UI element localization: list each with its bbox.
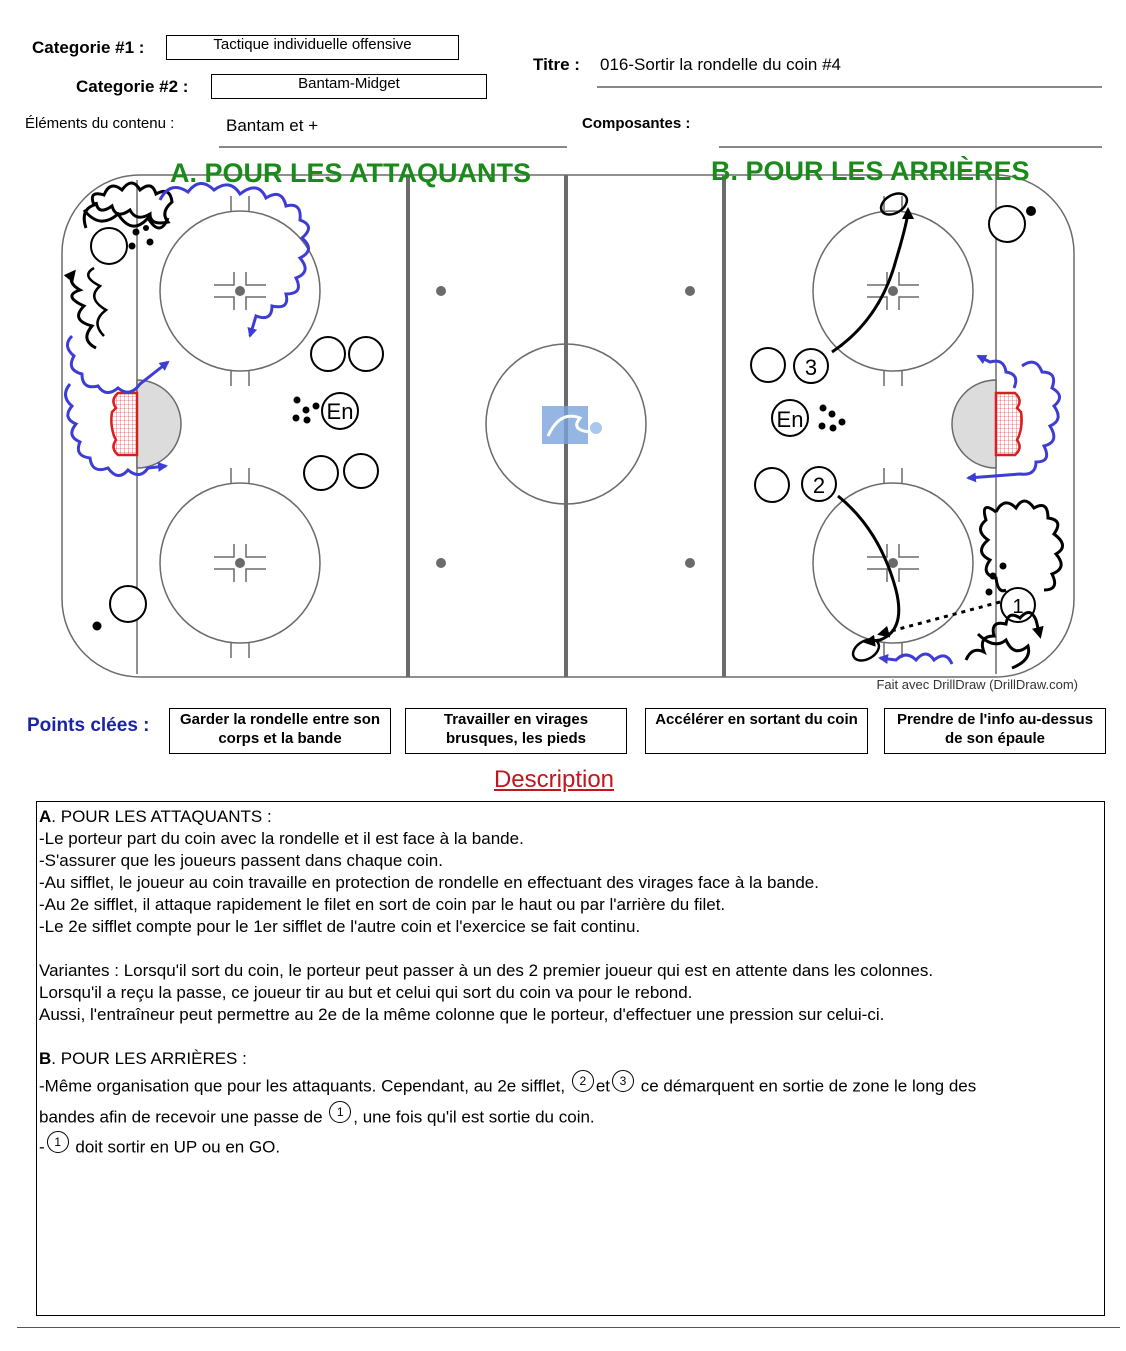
player-1-label: 1 xyxy=(1012,596,1024,618)
key-point-3: Accélérer en sortant du coin xyxy=(645,708,868,754)
desc-line: Aussi, l'entraîneur peut permettre au 2e de la même colonne que le porteur, d'effectuer une pression sur celui-ci. xyxy=(39,1005,885,1024)
neutral-dot xyxy=(685,558,695,568)
net-right-icon xyxy=(996,393,1022,455)
neutral-dot xyxy=(685,286,695,296)
player-2-symbol: 2 xyxy=(572,1070,594,1092)
player-3-label: 3 xyxy=(804,355,818,380)
desc-line: -Au sifflet, le joueur au coin travaille en protection de rondelle en effectuant des virages face à la bande. xyxy=(39,873,819,892)
desc-line: -Au 2e sifflet, il attaque rapidement le filet en sort de coin par le haut ou par l'arrière du filet. xyxy=(39,895,726,914)
desc-line: - 1 doit sortir en UP ou en GO. xyxy=(39,1131,1102,1162)
category-1-label: Categorie #1 : xyxy=(32,38,145,57)
description-box xyxy=(36,801,1105,1316)
player-2-label: 2 xyxy=(812,473,826,498)
desc-line: -S'assurer que les joueurs passent dans chaque coin. xyxy=(39,851,443,870)
net-left-icon xyxy=(111,393,137,455)
desc-line: -Le 2e sifflet compte pour le 1er sifflet de l'autre coin et l'exercice se fait continu. xyxy=(39,917,641,936)
key-point-2: Travailler en virages brusques, les pieds xyxy=(405,708,627,754)
elements-value: Bantam et + xyxy=(226,116,319,135)
desc-line: bandes afin de recevoir une passe de 1 , une fois qu'il est sortie du coin. xyxy=(39,1101,1102,1132)
section-b-heading: B. POUR LES ARRIÈRES : xyxy=(39,1049,247,1068)
bottom-rule xyxy=(17,1327,1120,1328)
elements-label: Éléments du contenu : xyxy=(25,115,175,132)
coach-label-right: En xyxy=(776,407,804,432)
player-1-symbol: 1 xyxy=(47,1131,69,1153)
desc-line: -Même organisation que pour les attaquants. Cependant, au 2e sifflet, 2 et 3 ce démarquent en sortie de zone le long des xyxy=(39,1070,1102,1101)
section-a-title: A. POUR LES ATTAQUANTS xyxy=(170,158,531,188)
coach-label-left: En xyxy=(326,399,354,424)
title-value: 016-Sortir la rondelle du coin #4 xyxy=(600,55,841,74)
desc-line: Lorsqu'il a reçu la passe, ce joueur tir au but et celui qui sort du coin va pour le rebond. xyxy=(39,983,693,1002)
composantes-label: Composantes : xyxy=(582,115,691,132)
key-points-label: Points clées : xyxy=(27,715,150,736)
desc-line: -Le porteur part du coin avec la rondelle et il est face à la bande. xyxy=(39,829,524,848)
category-2-label: Categorie #2 : xyxy=(76,77,189,96)
description-title: Description xyxy=(493,766,615,793)
key-point-1: Garder la rondelle entre son corps et la bande xyxy=(169,708,391,754)
drilldraw-credit: Fait avec DrillDraw (DrillDraw.com) xyxy=(876,677,1078,692)
neutral-dot xyxy=(436,558,446,568)
title-label: Titre : xyxy=(533,55,580,74)
player-1-symbol: 1 xyxy=(329,1101,351,1123)
section-a-heading: A. POUR LES ATTAQUANTS : xyxy=(39,807,272,826)
section-b-title: B. POUR LES ARRIÈRES xyxy=(711,156,1030,186)
category-2-field[interactable]: Bantam-Midget xyxy=(211,74,487,99)
category-1-field[interactable]: Tactique individuelle offensive xyxy=(166,35,459,60)
player-3-symbol: 3 xyxy=(612,1070,634,1092)
key-point-4: Prendre de l'info au-dessus de son épaule xyxy=(884,708,1106,754)
desc-line: Variantes : Lorsqu'il sort du coin, le porteur peut passer à un des 2 premier joueur qui est en attente dans les colonnes. xyxy=(39,961,934,980)
neutral-dot xyxy=(436,286,446,296)
